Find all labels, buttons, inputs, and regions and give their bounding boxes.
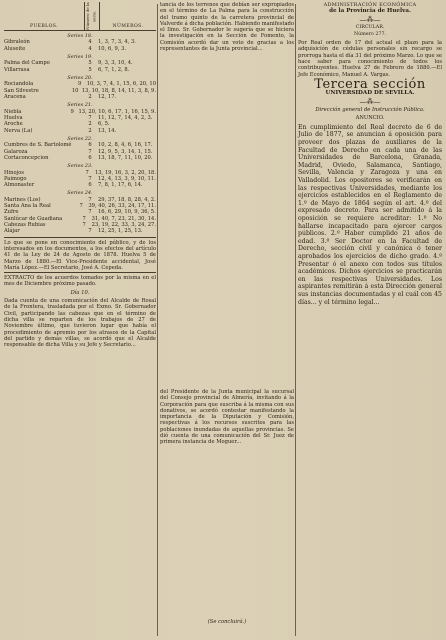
series-block xyxy=(4,54,156,73)
town-cell: Marines (Los) xyxy=(4,196,41,203)
series-block xyxy=(4,136,156,161)
ornament: —⁂— xyxy=(359,97,381,106)
town-cell: Aroche xyxy=(4,121,23,128)
serie-cell: 4 xyxy=(88,45,92,52)
serie-cell: 2 xyxy=(88,127,92,134)
serie-cell: 7 xyxy=(88,196,92,203)
town-cell: Huelva xyxy=(4,115,23,121)
extract-heading: EXTRACTO de los acuerdos tomados por la misma en el mes de Diciembre próximo pasado. xyxy=(4,275,156,288)
town-cell: Niebla xyxy=(4,108,22,115)
numbers-cell: 16, 6, 29, 10, 9, 36, 5. xyxy=(98,209,156,216)
town-cell: Sanlúcar de Guadiana xyxy=(4,215,63,222)
town-cell: Aluseite xyxy=(4,45,26,52)
serie-cell: 7 xyxy=(88,228,92,235)
numbers-cell: 10, 6, 9, 3. xyxy=(98,45,127,52)
middle-text-2: del Presidente de la Junta municipal la sucursal del Consejo provincial de Almería, invitando á la Corporación para que suscriba á la misma con sus donativos, se acordó contestar manifestando la importancia de la Diputación y Comisión, respectivas á los recursos suscritos para las poblaciones inundadas de aquellas provincias. Se dió cuenta de una comunicación del Sr. Juez de primera instancia de Moguer... xyxy=(160,389,294,446)
serie-cell: 5 xyxy=(88,60,92,67)
series-title: Series 18. xyxy=(67,33,93,39)
serie-cell: 9 xyxy=(70,108,74,115)
town-cell: Cabezas Rubias xyxy=(4,222,46,229)
middle-column xyxy=(160,0,294,625)
numbers-cell: 23, 19, 22, 33, 3, 24, 27. xyxy=(91,222,156,229)
serie-cell: 7 xyxy=(82,215,86,222)
table-row xyxy=(4,228,156,234)
table-row xyxy=(4,182,156,188)
serie-cell: 9 xyxy=(78,81,82,88)
numbers-cell: 13, 20, 10, 6, 17, 1, 16, 15, 9. xyxy=(78,108,156,115)
ornament: —⁂— xyxy=(359,15,381,24)
series-title: Series 21. xyxy=(67,102,93,109)
town-cell: Paimogo xyxy=(4,175,27,182)
circular-number: Número 277. xyxy=(353,31,387,37)
series-title: Series 24. xyxy=(67,190,93,197)
numbers-cell: 12, 9, 5, 3, 14, 1, 15. xyxy=(98,148,153,155)
numbers-cell: 31, 40, 7, 23, 21, 30, 14. xyxy=(91,215,156,222)
town-cell: Palma del Campo xyxy=(4,60,50,67)
town-cell: Cortaconcepcion xyxy=(4,154,49,161)
numbers-cell: 12, 4, 13, 3, 9, 10, 11. xyxy=(98,175,156,182)
numbers-cell: 6, 7, 1, 2, 8. xyxy=(98,66,130,73)
numbers-cell: 12, 17. xyxy=(98,94,117,100)
town-cell: Aracena xyxy=(4,94,26,100)
series-block xyxy=(4,75,156,100)
table-row xyxy=(4,155,156,161)
column-rule xyxy=(157,4,158,636)
numbers-cell: 13, 10, 18, 8, 14, 11, 3, 8, 9. xyxy=(81,87,156,94)
table-row xyxy=(4,67,156,73)
divider xyxy=(4,272,156,273)
town-cell: San Silvestre xyxy=(4,87,39,94)
serie-cell: 7 xyxy=(79,203,83,210)
numbers-cell: 11, 12, 7, 14, 4, 2, 3. xyxy=(98,115,153,121)
column-rule xyxy=(295,4,296,636)
serie-cell: 4 xyxy=(88,39,92,46)
series-title: Series 20. xyxy=(67,75,93,81)
town-cell: Santa Ana la Real xyxy=(4,203,51,210)
serie-cell: 6 xyxy=(88,142,92,149)
series-block xyxy=(4,190,156,234)
town-cell: Nerva (La) xyxy=(4,127,33,134)
series-title: Series 19. xyxy=(67,54,93,60)
right-column xyxy=(298,0,442,554)
direction-heading: Dirección general de Instrucción Pública. xyxy=(315,107,425,114)
notice-text: Lo que se pone en conocimiento del público, y de los interesados en los documentos, a los efectos del artículo 41 de la Ley de 24 de Agosto de 1878. Huelva 5 de Marzo de 1880.—El Vice-Presidente accidental, José María López.—El Secretario, José A. Cepeda. xyxy=(4,239,156,271)
header-numeros: NÚMEROS. xyxy=(112,23,144,29)
section-title: Tercera sección xyxy=(314,76,426,92)
extract-body: Dada cuenta de una comunicación del Alcalde de Rosal de la Frontera, trasladada por el Exmo. Sr. Gobernador Civil, participando las cabezas que en el término de dicha villa se reparten de los trabajos de 27 de Noviembre último, que tuvieron lugar que había el procedimiento de apremio por los atrasos de la Capital del partido y demás villas, se acordó que el Alcalde responsable de dicha Villa y su Jefe y Secretario... xyxy=(4,298,156,349)
numbers-cell: 10, 2, 8, 4, 6, 16, 17. xyxy=(98,142,153,149)
day-heading: Día 10. xyxy=(70,289,90,296)
university-heading: UNIVERSIDAD DE SEVILLA. xyxy=(325,90,415,97)
serie-cell: 7 xyxy=(88,175,92,182)
circular-heading: CIRCULAR. xyxy=(355,25,385,31)
table-row xyxy=(4,94,156,100)
serie-cell: 7 xyxy=(88,148,92,155)
serie-cell: 7 xyxy=(88,115,92,121)
continued-note: (Se concluirá.) xyxy=(207,619,247,625)
series-block xyxy=(4,163,156,188)
serie-cell: 10 xyxy=(71,87,79,94)
numbers-cell: 1, 3, 7, 3, 4, 3. xyxy=(98,39,136,46)
town-cell: Almonaster xyxy=(4,182,35,189)
serie-cell: 7 xyxy=(88,209,92,216)
header-pueblos: PUEBLOS. xyxy=(29,23,59,29)
numbers-cell: 10, 3, 7, 4, 1, 15, 6, 20, 10 xyxy=(86,81,156,88)
numbers-cell: 12, 25, 1, 25, 13. xyxy=(98,228,143,235)
table-row xyxy=(4,128,156,134)
serie-cell: 7 xyxy=(85,169,89,176)
numbers-cell: 7, 8, 1, 17, 6, 14. xyxy=(98,182,143,189)
numbers-cell: 13, 14. xyxy=(98,127,117,134)
table-header xyxy=(4,0,156,31)
province-heading: de la Provincia de Huelva. xyxy=(329,8,411,15)
series-list xyxy=(4,33,156,235)
numbers-cell: 29, 37, 18, 8, 28, 4, 2. xyxy=(98,196,156,203)
serie-cell: 6 xyxy=(88,154,92,161)
town-cell: Alájar xyxy=(4,228,20,235)
town-cell: Villarrasa xyxy=(4,66,30,73)
serie-cell: 7 xyxy=(82,222,86,229)
table-row xyxy=(4,46,156,52)
header-series: Número de la serie. xyxy=(84,2,100,30)
series-title: Series 22. xyxy=(67,135,93,142)
numbers-cell: 9, 3, 3, 10, 4. xyxy=(98,60,133,67)
announcement-text: En cumplimiento del Real decreto de 6 de Julio de 1877, se anuncian á oposición para proveer dos plazas de auxiliares de la Facultad de Derecho en cada una de las Universidades de Barcelona, Granada, Madrid, Oviedo, Salamanca, Santiago, Sevilla, Valencia y Zaragoza y una en Valladolid. Los opositores se verificarán en las respectivas Universidades, mediante los ejercicios establecidos en el Reglamento de 1.º de Mayo de 1864 según el art. 4.º del expresado decreto. Para ser admitido á la oposición se requiere acreditar: 1.º No hallarse incapacitado para ejercer cargos públicos. 2.º Haber cumplido 21 años de edad. 3.º Ser Doctor en la Facultad de Derecho, sección civil y canónica ó tener aprobados los ejercicios de dicho grado. 4.º Presentar ó el anexo con todos sus títulos académicos. Dichos ejercicios se practicarán en las respectivas Universidades. Los aspirantes remitirán á esta Dirección general sus instancias documentadas y el cuál con 45 días... y el término legal... xyxy=(298,123,442,306)
town-cell: Cumbres de S. Bartolomé xyxy=(4,142,72,149)
serie-cell: 2 xyxy=(88,121,92,128)
circular-text: Por Real orden de 17 del actual el plazo para la adquisición de cédulas personales sin recargo se prorroga hasta el día 31 del próximo Marzo. Lo que se hace saber para conocimiento de todos los contribuyentes. Huelva 27 de Febrero de 1880.—El Jefe Económico, Manuel A. Vargas. xyxy=(298,40,442,78)
numbers-cell: 6, 5. xyxy=(98,121,110,128)
town-cell: Zufre xyxy=(4,209,19,216)
left-column xyxy=(4,0,156,349)
admin-heading: ADMINISTRACIÓN ECONÓMICA xyxy=(323,2,417,8)
serie-cell: 2 xyxy=(88,94,92,100)
series-block xyxy=(4,102,156,134)
numbers-cell: 13, 19, 16, 3, 2, 20, 18. xyxy=(94,169,156,176)
town-cell: Rociandola xyxy=(4,81,34,88)
divider xyxy=(4,237,156,238)
serie-cell: 5 xyxy=(88,66,92,73)
numbers-cell: 13, 18, 7, 11, 10, 20. xyxy=(98,154,153,161)
town-cell: Hinojos xyxy=(4,169,25,176)
serie-cell: 6 xyxy=(88,182,92,189)
town-cell: Gibraleón xyxy=(4,39,30,46)
announcement-heading: ANUNCIO. xyxy=(355,115,385,122)
series-title: Series 23. xyxy=(67,163,93,170)
middle-text: tancia de los terrenos que debían ser expropiados en el término de La Palma para la construcción del tramo quinto de la carretera provincial de Valverde á dicha población. Habiendo manifestado el Ilmo. Sr. Gobernador le sugería que se hiciera la investigación en la Sección de Fomento, la Comisión acordó dar un voto de gracias a los representantes de la Junta provincial... xyxy=(160,2,294,53)
numbers-cell: 39, 40, 26, 33, 24, 17, 11. xyxy=(88,203,156,210)
town-cell: Galaroza xyxy=(4,148,28,155)
series-block xyxy=(4,33,156,52)
